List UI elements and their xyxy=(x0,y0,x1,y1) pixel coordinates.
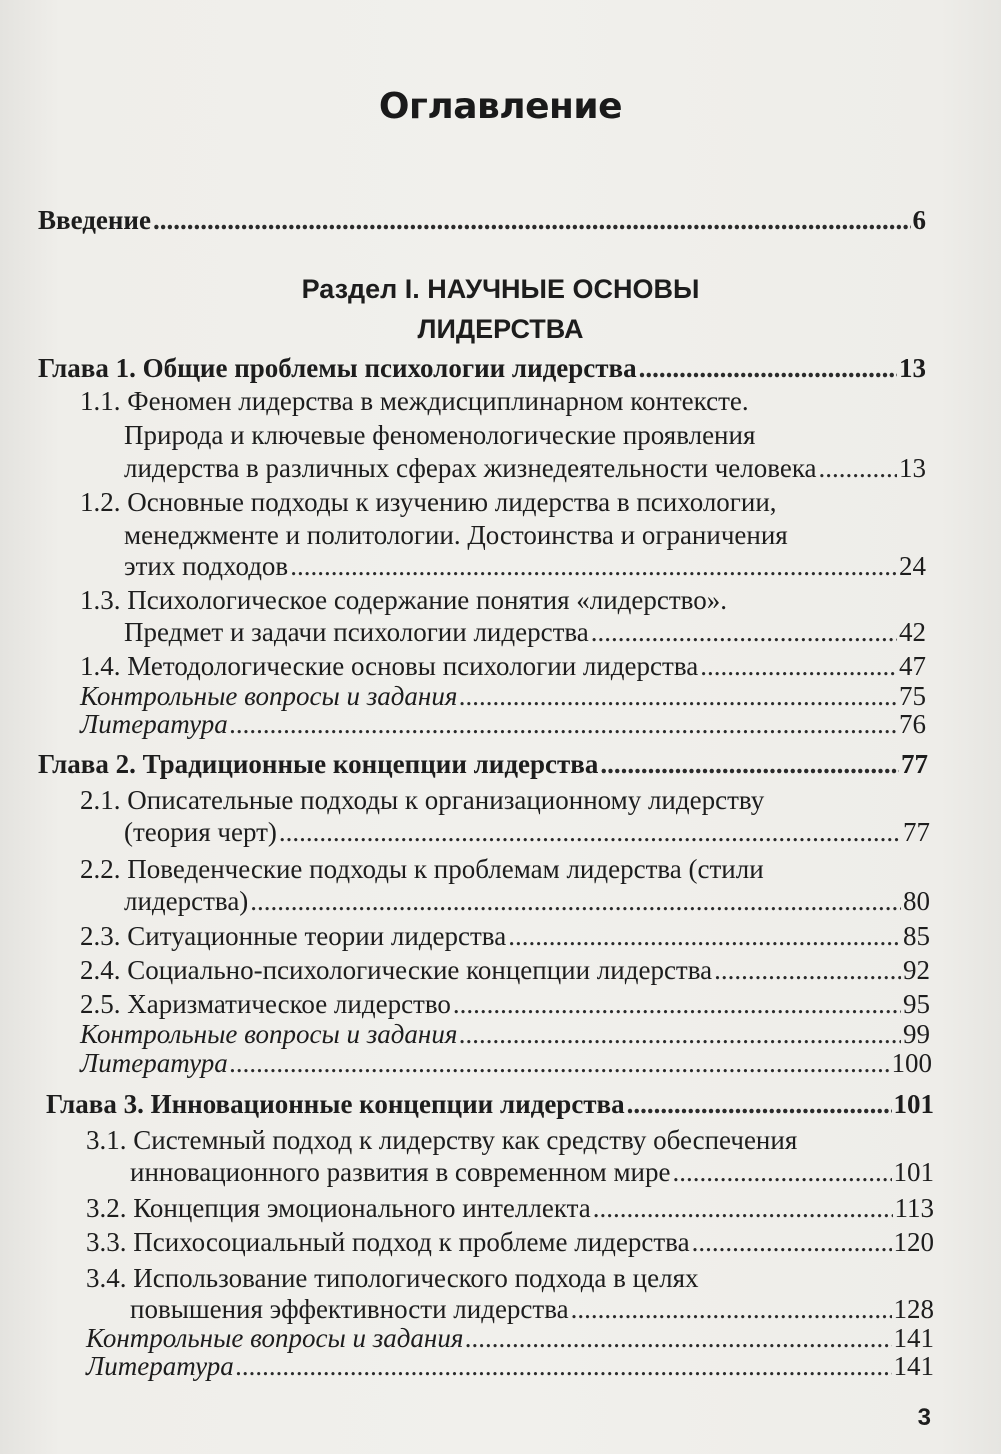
toc-item-3-2 xyxy=(86,1192,934,1224)
toc-item-page: 95 xyxy=(903,989,930,1019)
toc-questions-2 xyxy=(80,1018,930,1050)
toc-item-text: (теория черт) xyxy=(124,817,277,847)
toc-intro-page: 6 xyxy=(912,205,926,235)
dot-leader xyxy=(819,452,897,484)
dot-leader xyxy=(714,954,901,986)
dot-leader xyxy=(600,748,899,780)
toc-item-page: 99 xyxy=(903,1019,930,1049)
toc-item-1-3-line2 xyxy=(124,616,926,648)
toc-item-1-2-line3 xyxy=(124,550,926,582)
dot-leader xyxy=(593,1192,893,1224)
toc-item-page: 141 xyxy=(893,1351,934,1381)
toc-item-2-5 xyxy=(80,988,930,1020)
toc-item-page: 113 xyxy=(894,1193,934,1223)
toc-item-1-1-line2: Природа и ключевые феноменологические проявления xyxy=(124,420,756,450)
dot-leader xyxy=(639,352,897,384)
chapter-page: 13 xyxy=(899,353,926,383)
toc-item-3-4-line1: 3.4. Использование типологического подхода в целях xyxy=(86,1263,699,1293)
toc-chapter-3 xyxy=(46,1088,934,1120)
section-heading-line2: ЛИДЕРСТВА xyxy=(417,314,584,344)
toc-item-page: 13 xyxy=(899,453,926,483)
toc-item-page: 42 xyxy=(899,617,926,647)
toc-item-text: Литература xyxy=(86,1351,234,1381)
toc-item-1-4 xyxy=(80,650,926,682)
toc-item-text: Контрольные вопросы и задания xyxy=(80,1019,458,1049)
toc-item-text: Литература xyxy=(80,709,228,739)
toc-item-1-1-line1: 1.1. Феномен лидерства в междисциплинарном контексте. xyxy=(80,386,749,416)
toc-item-text: Литература xyxy=(80,1048,228,1078)
dot-leader xyxy=(700,650,897,682)
section-heading-line1: Раздел I. НАУЧНЫЕ ОСНОВЫ xyxy=(301,274,700,304)
chapter-title: Глава 3. Инновационные концепции лидерства xyxy=(46,1089,625,1119)
toc-literature-3 xyxy=(86,1350,934,1382)
chapter-title: Глава 1. Общие проблемы психологии лидерства xyxy=(38,353,637,383)
toc-item-text: 2.4. Социально-психологические концепции лидерства xyxy=(80,955,713,985)
dot-leader xyxy=(230,708,897,740)
toc-item-1-1-line3 xyxy=(124,452,926,484)
toc-item-text: повышения эффективности лидерства xyxy=(130,1294,569,1324)
dot-leader xyxy=(279,816,901,848)
dot-leader xyxy=(290,550,897,582)
dot-leader xyxy=(571,1293,892,1325)
toc-item-page: 85 xyxy=(903,921,930,951)
toc-item-1-2-line2: менеджменте и политологии. Достоинства и ограничения xyxy=(124,520,788,550)
toc-chapter-1 xyxy=(38,352,926,384)
toc-item-3-1-line2 xyxy=(130,1156,934,1188)
toc-item-page: 100 xyxy=(891,1048,932,1078)
toc-item-text: 2.5. Харизматическое лидерство xyxy=(80,989,451,1019)
dot-leader xyxy=(508,920,901,952)
dot-leader xyxy=(627,1088,892,1120)
toc-item-page: 141 xyxy=(893,1323,934,1353)
toc-item-2-2-line2 xyxy=(124,885,930,917)
toc-item-page: 92 xyxy=(903,955,930,985)
dot-leader xyxy=(236,1350,892,1382)
toc-item-3-3 xyxy=(86,1226,934,1258)
toc-item-page: 47 xyxy=(899,651,926,681)
toc-item-2-1-line1: 2.1. Описательные подходы к организационному лидерству xyxy=(80,785,765,815)
dot-leader xyxy=(692,1226,892,1258)
dot-leader xyxy=(153,204,911,236)
toc-item-text: Контрольные вопросы и задания xyxy=(86,1323,464,1353)
toc-item-1-3-line1: 1.3. Психологическое содержание понятия «лидерство». xyxy=(80,585,727,615)
toc-item-page: 128 xyxy=(893,1294,934,1324)
toc-item-text: этих подходов xyxy=(124,551,289,581)
toc-item-page: 77 xyxy=(903,817,930,847)
chapter-page: 77 xyxy=(901,749,928,779)
dot-leader xyxy=(250,885,901,917)
dot-leader xyxy=(230,1047,890,1079)
toc-item-page: 76 xyxy=(899,709,926,739)
toc-item-text: лидерства в различных сферах жизнедеятельности человека xyxy=(124,453,817,483)
toc-item-text: лидерства) xyxy=(124,886,249,916)
toc-item-text: 2.3. Ситуационные теории лидерства xyxy=(80,921,507,951)
toc-item-page: 101 xyxy=(893,1157,934,1187)
toc-item-2-1-line2 xyxy=(124,816,930,848)
toc-item-2-3 xyxy=(80,920,930,952)
toc-item-text: 3.3. Психосоциальный подход к проблеме лидерства xyxy=(86,1227,690,1257)
toc-item-page: 24 xyxy=(899,551,926,581)
toc-item-page: 120 xyxy=(893,1227,934,1257)
dot-leader xyxy=(672,1156,891,1188)
toc-item-text: инновационного развития в современном мире xyxy=(130,1157,671,1187)
toc-literature-2 xyxy=(80,1047,932,1079)
toc-chapter-2 xyxy=(38,748,928,780)
toc-item-text: 3.2. Концепция эмоционального интеллекта xyxy=(86,1193,591,1223)
toc-item-1-2-line1: 1.2. Основные подходы к изучению лидерства в психологии, xyxy=(80,487,777,517)
chapter-title: Глава 2. Традиционные концепции лидерства xyxy=(38,749,599,779)
toc-item-text: Контрольные вопросы и задания xyxy=(80,681,458,711)
toc-item-text: 1.4. Методологические основы психологии лидерства xyxy=(80,651,699,681)
toc-item-3-4-line2 xyxy=(130,1293,934,1325)
dot-leader xyxy=(459,1018,901,1050)
toc-item-2-2-line1: 2.2. Поведенческие подходы к проблемам лидерства (стили xyxy=(80,854,764,884)
toc-item-3-1-line1: 3.1. Системный подход к лидерству как средству обеспечения xyxy=(86,1125,798,1155)
dot-leader xyxy=(453,988,901,1020)
page-title: Оглавление xyxy=(378,86,623,127)
toc-literature-1 xyxy=(80,708,926,740)
toc-intro-label: Введение xyxy=(38,205,151,235)
toc-item-text: Предмет и задачи психологии лидерства xyxy=(124,617,589,647)
toc-item-page: 80 xyxy=(903,886,930,916)
dot-leader xyxy=(591,616,897,648)
toc-item-2-4 xyxy=(80,954,930,986)
page-number: 3 xyxy=(917,1404,931,1431)
toc-item-page: 75 xyxy=(899,681,926,711)
chapter-page: 101 xyxy=(893,1089,934,1119)
toc-intro xyxy=(38,204,926,236)
